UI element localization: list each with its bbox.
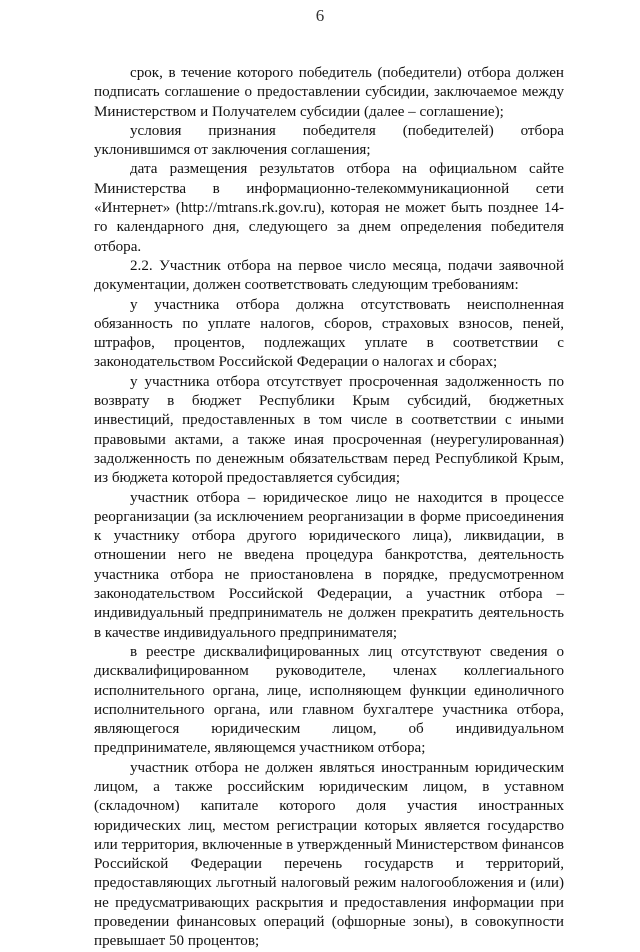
document-body bbox=[94, 64, 564, 952]
paragraph-evasion-conditions: условия признания победителя (победителей) отбора уклонившимся от заключения соглашения; bbox=[94, 122, 564, 159]
paragraph-section-2-2: 2.2. Участник отбора на первое число месяца, подачи заявочной документации, должен соответствовать следующим требованиям: bbox=[94, 257, 564, 294]
paragraph-agreement-deadline: срок, в течение которого победитель (победители) отбора должен подписать соглашение о предоставлении субсидии, заключаемое между Министерством и Получателем субсидии (далее – соглашение); bbox=[94, 65, 564, 120]
paragraph-no-budget-debt: у участника отбора отсутствует просроченная задолженность по возврату в бюджет Республики Крым субсидий, бюджетных инвестиций, предоставленных в том числе в соответствии с иными правовыми актами, а также иная просроченная (неурегулированная) задолженность по денежным обязательствам перед Республикой Крым, из бюджета которой предоставляется субсидия; bbox=[94, 373, 564, 487]
paragraph-no-reorganization: участник отбора – юридическое лицо не находится в процессе реорганизации (за исключением реорганизации в форме присоединения к участнику отбора другого юридического лица), ликвидации, в отношении него не введена процедура банкротства, деятельность участника отбора не приостановлена в порядке, предусмотренном законодательством Российской Федерации, а участник отбора – индивидуальный предприниматель не должен прекратить деятельность в качестве индивидуального предпринимателя; bbox=[94, 489, 564, 641]
paragraph-results-publication: дата размещения результатов отбора на официальном сайте Министерства в информационно-телекоммуникационной сети «Интернет» (http://mtrans.rk.gov.ru), которая не может быть позднее 14-го календарного дня, следующего за днем определения победителя отбора. bbox=[94, 161, 564, 255]
paragraph-foreign-entity: участник отбора не должен являться иностранным юридическим лицом, а также российским юридическим лицом, в уставном (складочном) капитале которого доля участия иностранных юридических лиц, местом регистрации которых является государство или территория, включенные в утвержденный Министерством финансов Российской Федерации перечень государств и территорий, предоставляющих льготный налоговый режим налогообложения и (или) не предусматривающих раскрытия и предоставления информации при проведении финансовых операций (офшорные зоны), в совокупности превышает 50 процентов; bbox=[94, 759, 564, 950]
page-number: 6 bbox=[315, 6, 325, 25]
paragraph-disqualified-persons: в реестре дисквалифицированных лиц отсутствуют сведения о дисквалифицированном руководителе, членах коллегиального исполнительного органа, лице, исполняющем функции единоличного исполнительного органа, или главном бухгалтере участника отбора, являющегося юридическим лицом, об индивидуальном предпринимателе, являющемся участником отбора; bbox=[94, 643, 564, 757]
paragraph-no-tax-debt: у участника отбора должна отсутствовать неисполненная обязанность по уплате налогов, сборов, страховых взносов, пеней, штрафов, процентов, подлежащих уплате в соответствии с законодательством Российской Федерации о налогах и сборах; bbox=[94, 296, 564, 371]
